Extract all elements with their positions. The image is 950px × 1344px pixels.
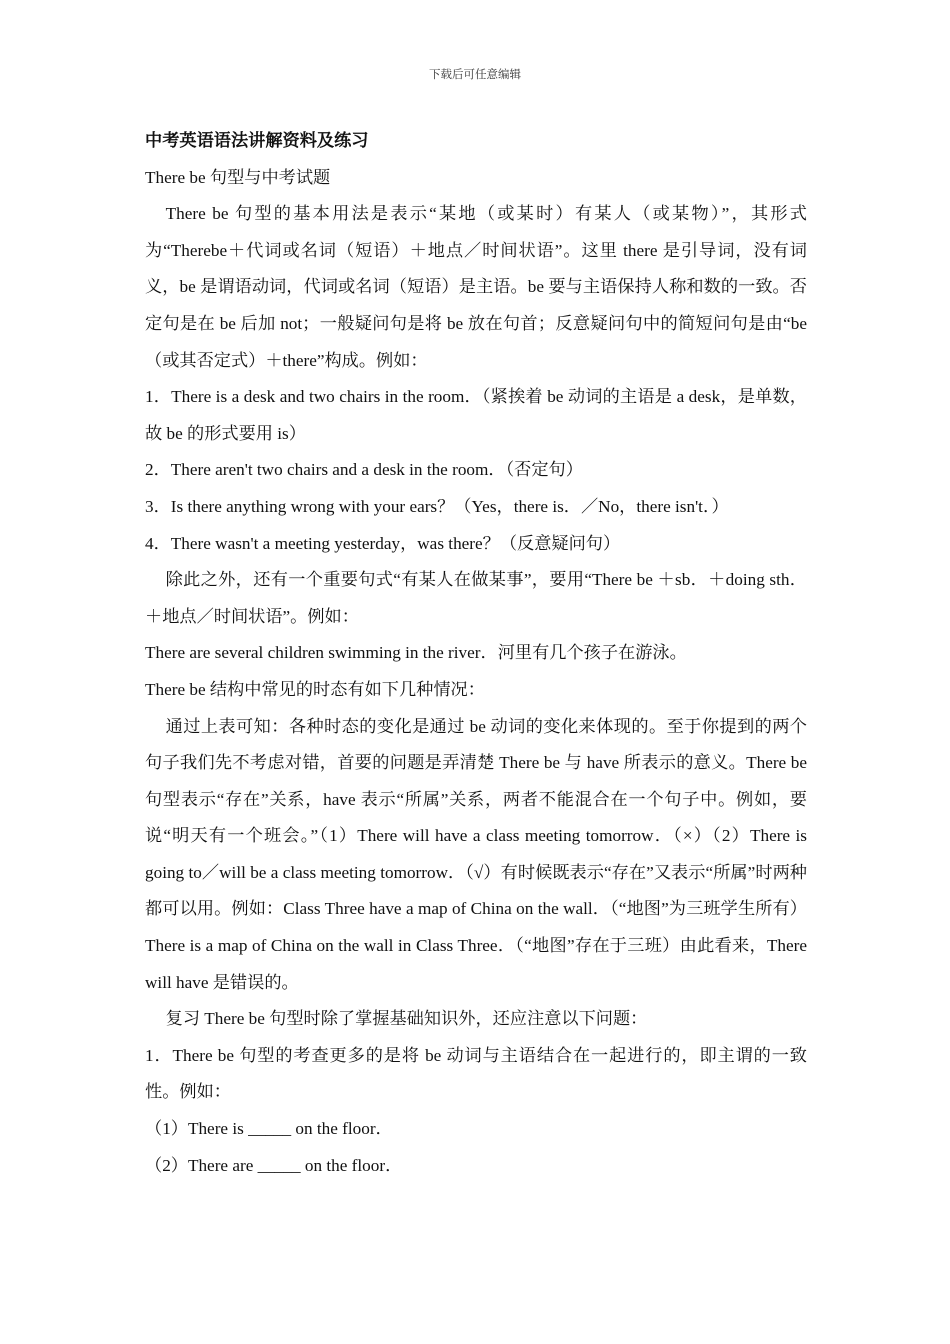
point-one: 1．There be 句型的考查更多的是将 be 动词与主语结合在一起进行的，即主谓的一致性。例如： <box>145 1045 807 1102</box>
exercise-item: （2）There are _____ on the floor． <box>145 1155 403 1175</box>
tense-intro: There be 结构中常见的时态有如下几种情况： <box>145 679 485 699</box>
example-item: 4．There wasn't a meeting yesterday，was there？（反意疑问句） <box>145 533 621 553</box>
review-paragraph: 复习 There be 句型时除了掌握基础知识外，还应注意以下问题： <box>165 1009 648 1029</box>
document-body <box>145 123 807 1184</box>
example-item: 2．There aren't two chairs and a desk in the room．（否定句） <box>145 460 583 480</box>
analysis-paragraph: 通过上表可知：各种时态的变化是通过 be 动词的变化来体现的。至于你提到的两个句子我们先不考虑对错，首要的问题是弄清楚 There be 与 have 所表示的意义。There be 句型表示“存在”关系，have 表示“所属”关系，两者不能混合在一个句子中。例如，要说“明天有一个班会。”（1）There will have a class meeting tomorrow．（×）（2）There is going to／will be a class meeting tomorrow．（√）有时候既表示“存在”又表示“所属”时两种都可以用。例如：Class Three have a map of China on the wall．（“地图”为三班学生所有）There is a map of China on the wall in Class Three．（“地图”存在于三班）由此看来，There will have 是错误的。 <box>145 716 807 992</box>
besides-paragraph: 除此之外，还有一个重要句式“有某人在做某事”，要用“There be ＋sb．＋doing sth．＋地点／时间状语”。例如： <box>145 570 807 626</box>
exercise-item: （1）There is _____ on the floor． <box>145 1119 393 1139</box>
page-header: 下载后可任意编辑 <box>429 67 521 81</box>
example-sentence: There are several children swimming in the river．河里有几个孩子在游泳。 <box>145 643 687 663</box>
section-subtitle: There be 句型与中考试题 <box>145 167 331 187</box>
document-title: 中考英语语法讲解资料及练习 <box>145 131 369 150</box>
example-item: 3．Is there anything wrong with your ears？（Yes，there is．／No，there isn't．） <box>145 496 729 516</box>
intro-paragraph: There be 句型的基本用法是表示“某地（或某时）有某人（或某物）”，其形式为“Therebe＋代词或名词（短语）＋地点／时间状语”。这里 there 是引导词，没有词义，be 是谓语动词，代词或名词（短语）是主语。be 要与主语保持人称和数的一致。否定句是在 be 后加 not；一般疑问句是将 be 放在句首；反意疑问句中的简短问句是由“be（或其否定式）＋there”构成。例如： <box>145 204 807 370</box>
example-item: 1．There is a desk and two chairs in the room．（紧挨着 be 动词的主语是 a desk，是单数，故 be 的形式要用 is） <box>145 387 807 443</box>
